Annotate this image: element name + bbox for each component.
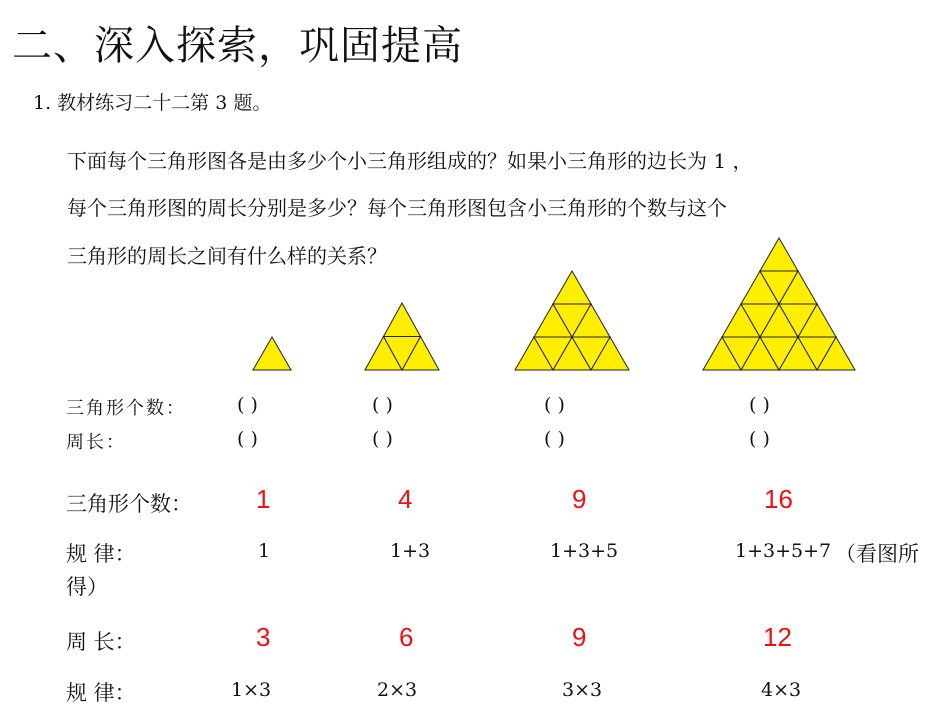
count-blank-1: ( ) [237, 394, 258, 416]
exercise-item: 1. 教材练习二十二第 3 题。 [33, 92, 272, 114]
answer-count-label: 三角形个数： [66, 492, 192, 516]
count-blank-2: ( ) [372, 394, 393, 416]
question-line-2: 每个三角形图的周长分别是多少？每个三角形图包含小三角形的个数与这个 [67, 196, 727, 220]
answer-perimeter-2: 6 [399, 622, 414, 652]
perimeter-pattern-2: 2×3 [377, 679, 418, 701]
count-blank-4: ( ) [749, 394, 770, 416]
question-line-3: 三角形的周长之间有什么样的关系？ [67, 244, 387, 268]
perimeter-blank-3: ( ) [544, 428, 565, 450]
answer-perimeter-1: 3 [256, 622, 271, 652]
perimeter-pattern-1: 1×3 [231, 679, 272, 701]
perimeter-blank-1: ( ) [237, 428, 258, 450]
count-pattern-label: 规 律： [66, 542, 136, 566]
perimeter-pattern-label: 规 律： [66, 681, 136, 705]
answer-count-3: 9 [572, 484, 587, 514]
perimeter-blank-label: 周长： [66, 432, 126, 453]
answer-perimeter-4: 12 [763, 622, 792, 652]
count-pattern-4: 1+3+5+7 [735, 540, 832, 562]
perimeter-blank-4: ( ) [749, 428, 770, 450]
perimeter-pattern-3: 3×3 [562, 679, 603, 701]
perimeter-pattern-4: 4×3 [761, 679, 802, 701]
question-line-1: 下面每个三角形图各是由多少个小三角形组成的？如果小三角形的边长为 1 ， [67, 149, 753, 173]
perimeter-blank-2: ( ) [372, 428, 393, 450]
answer-count-2: 4 [398, 484, 413, 514]
page-title: 二、深入探索，巩固提高 [12, 23, 463, 69]
answer-count-1: 1 [256, 484, 271, 514]
count-pattern-3: 1+3+5 [550, 540, 619, 562]
answer-perimeter-3: 9 [572, 622, 587, 652]
triangle-figure-3 [514, 270, 630, 371]
count-pattern-1: 1 [258, 540, 271, 562]
count-pattern-2: 1+3 [390, 540, 431, 562]
answer-count-4: 16 [764, 484, 793, 514]
small-triangle [760, 238, 798, 271]
count-blank-label: 三角形个数： [66, 398, 186, 419]
triangle-figure-4 [702, 237, 856, 371]
small-triangle [553, 271, 591, 304]
pattern-note-part-1: （看图所 [835, 542, 919, 566]
pattern-note-part-2: 得） [66, 575, 108, 599]
count-blank-3: ( ) [544, 394, 565, 416]
triangle-figure-1 [252, 336, 292, 371]
small-triangle [253, 337, 291, 370]
answer-perimeter-label: 周 长： [66, 630, 136, 654]
triangle-figure-2 [364, 302, 440, 371]
small-triangle [384, 303, 421, 337]
